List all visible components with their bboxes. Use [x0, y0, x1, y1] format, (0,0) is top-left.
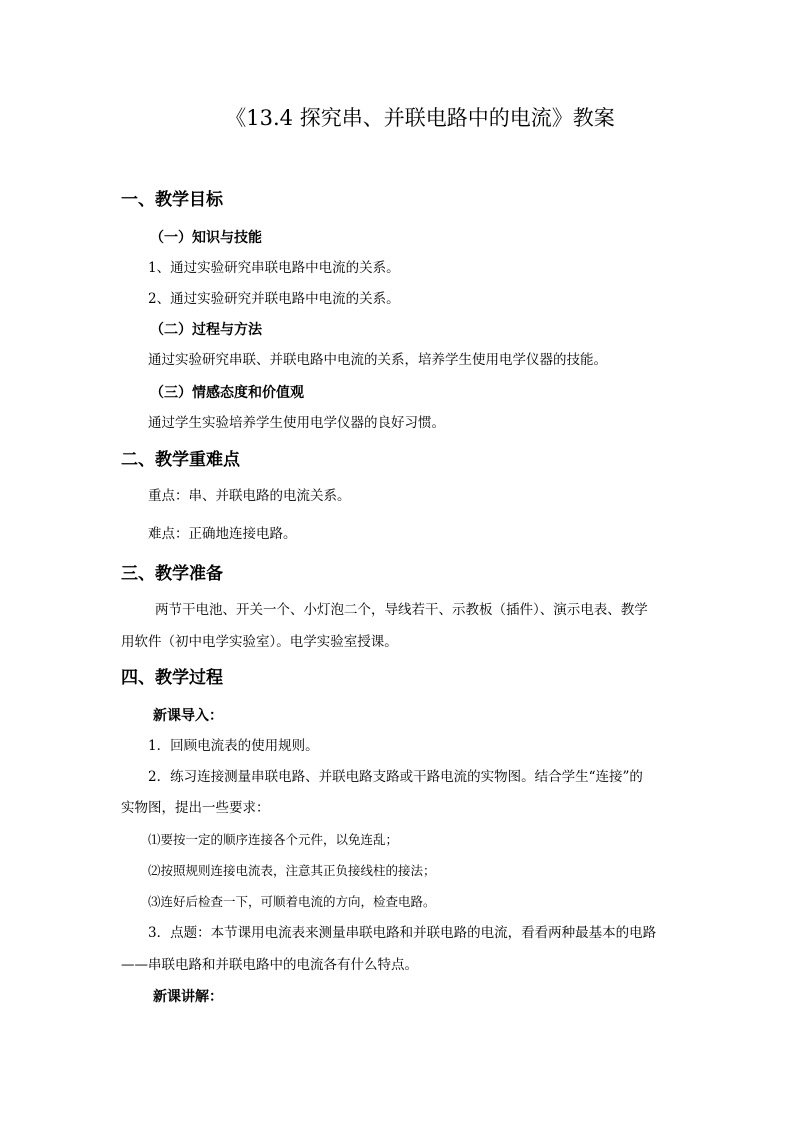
procedure-step-3-line-1: 3．点题：本节课用电流表来测量串联电路和并联电路的电流，看看两种最基本的电路 [148, 925, 657, 941]
subheading-lecture: 新课讲解： [153, 989, 223, 1005]
process-text: 通过实验研究串联、并联电路中电流的关系，培养学生使用电学仪器的技能。 [148, 352, 607, 368]
difficulty-text: 难点：正确地连接电路。 [148, 526, 297, 542]
procedure-step-2-line-1: 2．练习连接测量串联电路、并联电路支路或干路电流的实物图。结合学生“连接”的 [148, 769, 643, 785]
section-heading-preparation: 三、教学准备 [121, 564, 223, 584]
page-title: 《13.4 探究串、并联电路中的电流》教案 [225, 106, 615, 130]
preparation-line-1: 两节干电池、开关一个、小灯泡二个，导线若干、示教板（插件）、演示电表、教学 [155, 602, 648, 618]
section-heading-keypoints: 二、教学重难点 [121, 450, 240, 470]
section-heading-objectives: 一、教学目标 [121, 190, 223, 210]
subheading-attitude: （三）情感态度和价值观 [150, 385, 304, 401]
key-point-text: 重点：串、并联电路的电流关系。 [148, 488, 351, 504]
knowledge-item-1: 1、通过实验研究串联电路中电流的关系。 [148, 260, 400, 276]
requirement-3: ⑶连好后检查一下，可顺着电流的方向，检查电路。 [148, 894, 436, 909]
procedure-step-1: 1．回顾电流表的使用规则。 [148, 738, 319, 754]
requirement-2: ⑵按照规则连接电流表，注意其正负接线柱的接法； [148, 863, 436, 878]
section-heading-procedure: 四、教学过程 [121, 668, 223, 688]
attitude-text: 通过学生实验培养学生使用电学仪器的良好习惯。 [148, 415, 445, 431]
knowledge-item-2: 2、通过实验研究并联电路中电流的关系。 [148, 291, 400, 307]
subheading-intro: 新课导入： [153, 708, 223, 724]
subheading-knowledge: （一）知识与技能 [150, 230, 262, 246]
preparation-line-2: 用软件（初中电学实验室）。电学实验室授课。 [121, 634, 398, 650]
procedure-step-3-line-2: ——串联电路和并联电路中的电流各有什么特点。 [121, 957, 418, 973]
procedure-step-2-line-2: 实物图，提出一些要求： [121, 800, 270, 816]
subheading-process: （二）过程与方法 [150, 322, 262, 338]
requirement-1: ⑴要按一定的顺序连接各个元件，以免连乱； [148, 832, 399, 847]
